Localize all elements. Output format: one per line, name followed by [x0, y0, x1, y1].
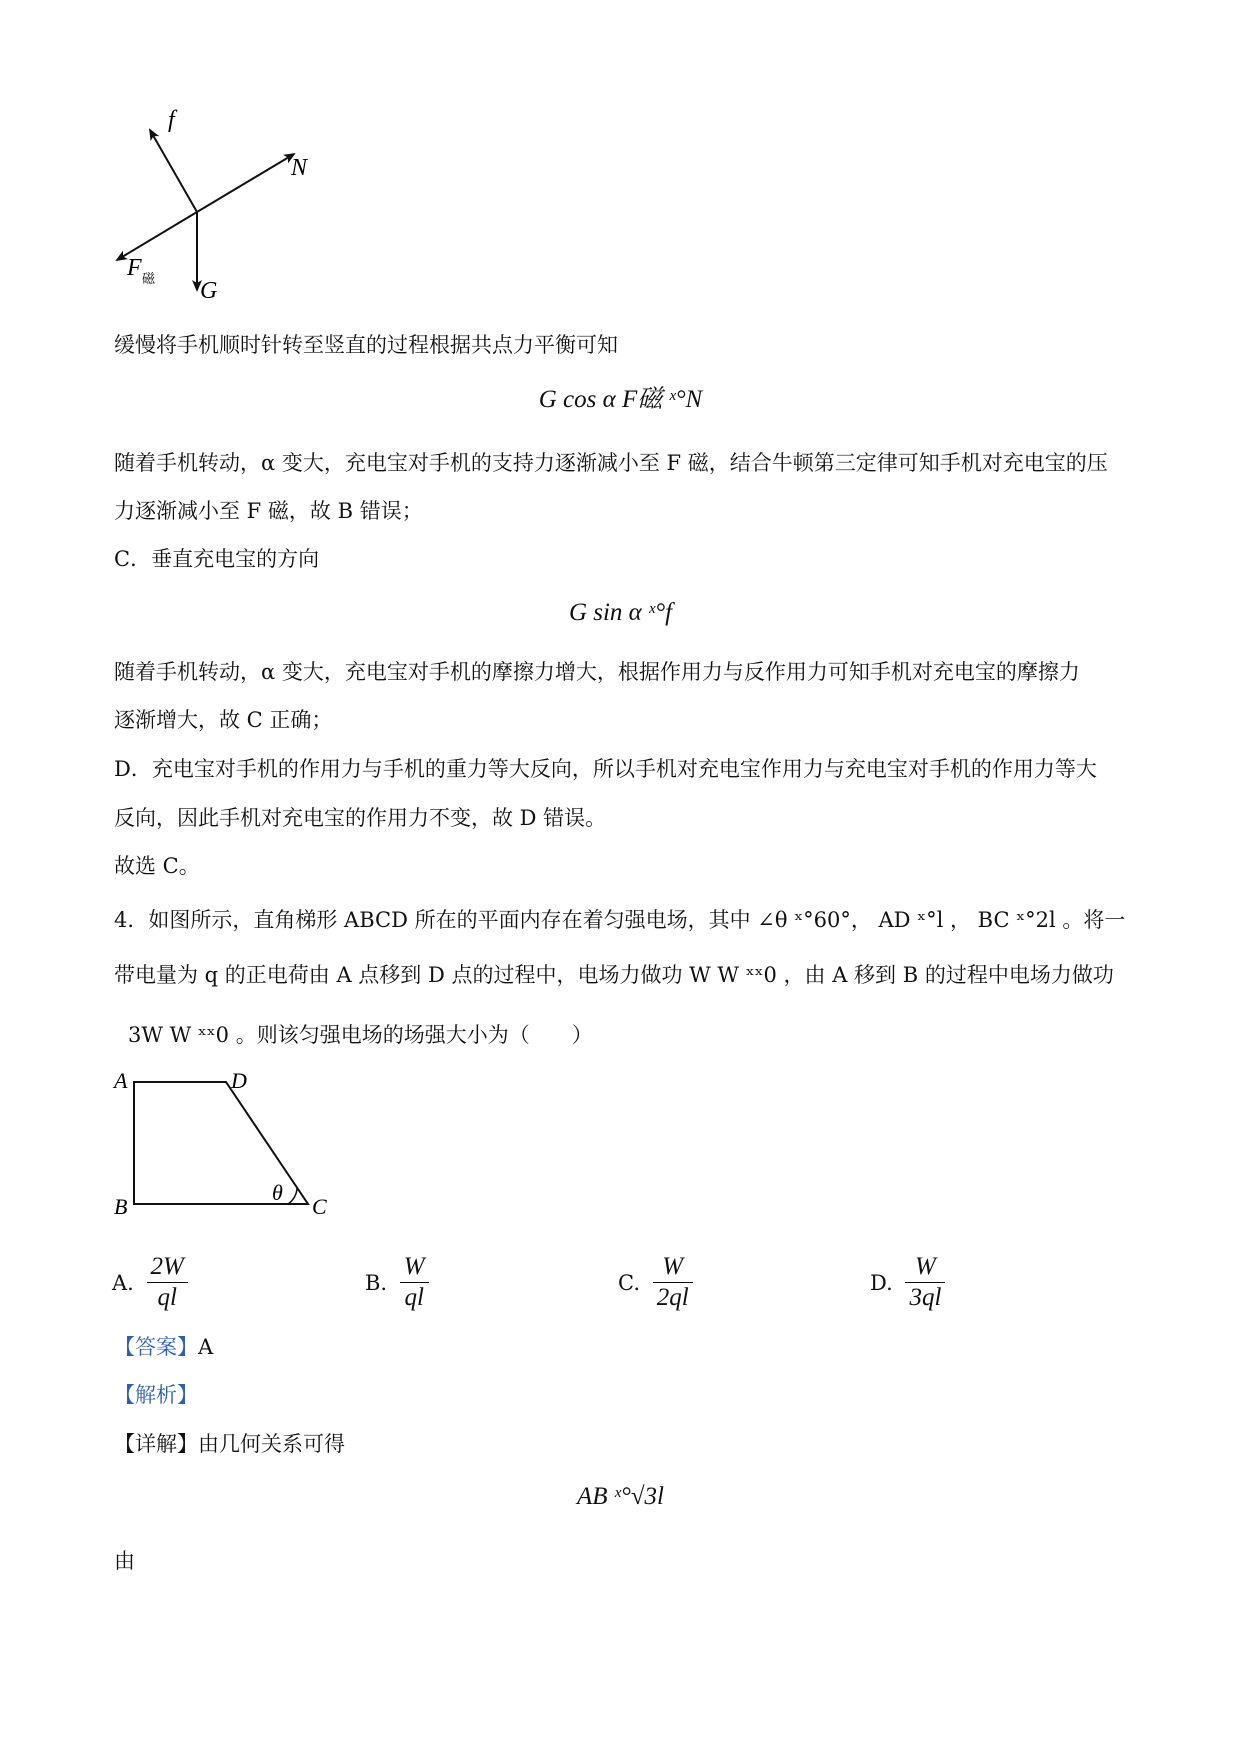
detail-tag: 【详解】 [114, 1432, 198, 1456]
paragraph-1: 缓慢将手机顺时针转至竖直的过程根据共点力平衡可知 [114, 333, 618, 357]
paragraph-2a: 随着手机转动，α 变大，充电宝对手机的支持力逐渐减小至 F 磁，结合牛顿第三定律可知手机对充电宝的压 [114, 451, 1108, 475]
force-diagram [110, 105, 320, 305]
label-f: f [168, 107, 175, 133]
equation-1: G cos α F磁 ˣ°N [538, 386, 703, 413]
answer-line [114, 1332, 213, 1362]
label-G: G [200, 278, 218, 304]
force-N-arrow [197, 154, 294, 212]
question-4-line-1: 4．如图所示，直角梯形 ABCD 所在的平面内存在着匀强电场，其中 ∠θ ˣ°60°， AD ˣ°l ， BC ˣ°2l 。将一 [114, 908, 1126, 932]
paragraph-4b: 逐渐增大，故 C 正确； [114, 708, 333, 732]
option-d-numerator: W [905, 1252, 945, 1283]
question-4-line-3: 3W W ˣˣ0 。则该匀强电场的场强大小为（ ） [128, 1023, 593, 1047]
label-F: F [127, 255, 142, 281]
option-a-numerator: 2W [147, 1252, 188, 1283]
option-c-fraction [653, 1252, 693, 1313]
label-B: B [114, 1194, 128, 1219]
detail-text: 由几何关系可得 [198, 1432, 345, 1456]
option-d-fraction [905, 1252, 945, 1313]
paragraph-5a: D．充电宝对手机的作用力与手机的重力等大反向，所以手机对充电宝作用力与充电宝对手机的作用力等大 [114, 757, 1097, 781]
label-A: A [114, 1070, 128, 1093]
option-a-fraction [147, 1252, 188, 1313]
detail-line [114, 1429, 345, 1459]
question-4-line-2: 带电量为 q 的正电荷由 A 点移到 D 点的过程中，电场力做功 W W ˣˣ0 ，由 A 移到 B 的过程中电场力做功 [114, 963, 1114, 987]
label-N: N [291, 155, 308, 181]
paragraph-5b: 反向，因此手机对充电宝的作用力不变，故 D 错误。 [114, 806, 607, 830]
force-F-arrow [117, 212, 197, 260]
equation-3: AB ˣ°√3l [576, 1483, 664, 1510]
option-d-denominator: 3ql [909, 1284, 942, 1311]
trapezoid-diagram [110, 1070, 340, 1230]
option-c-numerator: W [653, 1252, 693, 1283]
label-theta: θ [272, 1180, 283, 1205]
option-d[interactable] [870, 1252, 945, 1313]
theta-arc [288, 1187, 297, 1204]
equation-2: G sin α ˣ°f [568, 599, 673, 626]
option-b-denominator: ql [404, 1284, 424, 1311]
option-b-label: B. [365, 1270, 388, 1295]
analysis-line [114, 1380, 198, 1410]
option-b[interactable] [365, 1252, 429, 1313]
option-a[interactable] [112, 1252, 188, 1313]
paragraph-2b: 力逐渐减小至 F 磁，故 B 错误； [114, 499, 423, 523]
answer-tag: 【答案】 [114, 1335, 198, 1359]
option-c-label: C. [618, 1270, 640, 1295]
paragraph-3: C．垂直充电宝的方向 [114, 547, 320, 571]
option-a-denominator: ql [157, 1284, 177, 1311]
analysis-tag: 【解析】 [114, 1383, 198, 1407]
paragraph-4a: 随着手机转动，α 变大，充电宝对手机的摩擦力增大，根据作用力与反作用力可知手机对充电宝的摩擦力 [114, 660, 1080, 684]
force-f-arrow [150, 130, 197, 212]
option-c[interactable] [618, 1252, 693, 1313]
option-c-denominator: 2ql [656, 1284, 689, 1311]
option-a-label: A. [112, 1270, 134, 1295]
option-b-numerator: W [400, 1252, 429, 1283]
paragraph-last: 由 [114, 1549, 135, 1573]
option-d-label: D. [870, 1270, 893, 1295]
label-C: C [312, 1194, 327, 1219]
option-b-fraction [400, 1252, 429, 1313]
paragraph-6: 故选 C。 [114, 854, 200, 878]
answer-value: A [198, 1335, 214, 1359]
label-F-sub: 磁 [142, 271, 156, 286]
label-D: D [231, 1070, 247, 1093]
